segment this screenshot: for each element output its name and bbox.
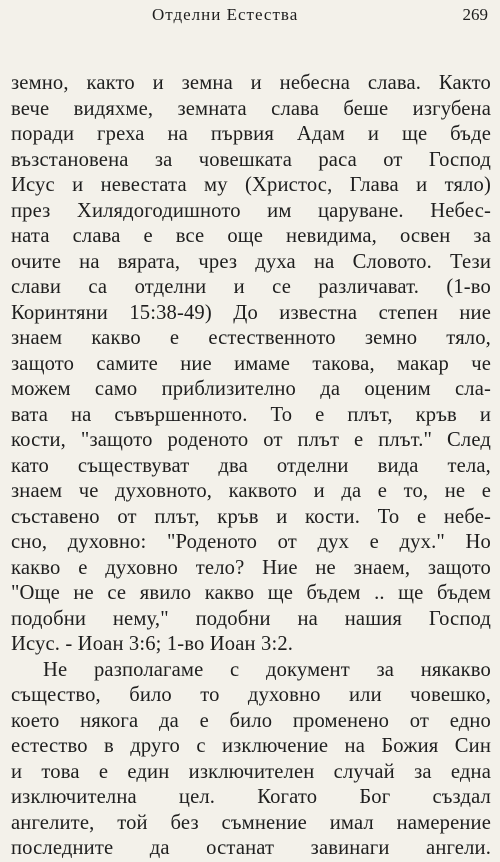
- text-line: Исус и невестата му (Христос, Глава и тяло): [11, 174, 491, 196]
- text-line: възстановена за човешката раса от Господ: [11, 148, 491, 171]
- text-line: подобни нему," подобни на нашия Господ: [11, 607, 491, 630]
- text-line: вата на съвършенното. То е плът, кръв и: [11, 403, 491, 426]
- text-line: защото самите ние имаме такова, макар че: [11, 352, 491, 375]
- text-line: кости, "защото роденото от плът е плът." След: [11, 429, 491, 451]
- text-line: слави са отделни и се различават. (1-во: [11, 276, 491, 298]
- paragraph-2: [11, 658, 491, 862]
- text-line: същество, било то духовно или човешко,: [11, 684, 491, 706]
- text-line: сно, духовно: "Роденото от дух е дух." Но: [11, 531, 491, 553]
- text-line: Коринтяни 15:38-49) До известна степен ние: [11, 301, 491, 324]
- text-line: ангелите, той без съмнение имал намерение: [11, 811, 491, 834]
- text-line: "Още не се явило какво ще бъдем .. ще бъдем: [11, 582, 491, 604]
- text-line: естество в друго с изключение на Божия Син: [11, 735, 491, 757]
- text-line: земно, както и земна и небесна слава. Както: [11, 72, 491, 94]
- text-line: знаем какво е естественното земно тяло,: [11, 327, 491, 349]
- page-body: [11, 71, 491, 862]
- text-line: и това е един изключителен случай за една: [11, 760, 491, 783]
- text-line: вече видяхме, земната слава беше изгубена: [11, 97, 491, 120]
- text-line: Не разполагаме с документ за някакво: [43, 658, 491, 681]
- text-line: като съществуват два отделни вида тела,: [11, 454, 491, 477]
- text-line: изключителна цел. Когато Бог създал: [11, 786, 491, 808]
- running-title: Отделни Естества: [152, 5, 299, 24]
- text-line: последните да останат завинаги ангели.: [11, 837, 491, 859]
- text-line: какво е духовно тело? Ние не знаем, защото: [11, 556, 491, 579]
- text-line: очите на вярата, чрез духа на Словото. Тези: [11, 250, 491, 273]
- text-line: което някога да е било променено от едно: [11, 709, 491, 732]
- text-line: можем само приблизително да оценим сла-: [11, 378, 491, 400]
- paragraph-1: [11, 71, 491, 658]
- text-line: съставено от плът, кръв и кости. То е небе-: [11, 505, 491, 528]
- text-line: ната слава е все още невидима, освен за: [11, 225, 491, 247]
- text-line: поради греха на първия Адам и ще бъде: [11, 123, 491, 145]
- text-line: Исус. - Иоан 3:6; 1-во Иоан 3:2.: [11, 633, 294, 655]
- page-header: [0, 5, 500, 27]
- page-number: 269: [462, 5, 488, 24]
- text-line: през Хилядогодишното им царуване. Небес-: [11, 199, 491, 222]
- text-line: знаем че духовното, каквото и да е то, не е: [11, 480, 491, 502]
